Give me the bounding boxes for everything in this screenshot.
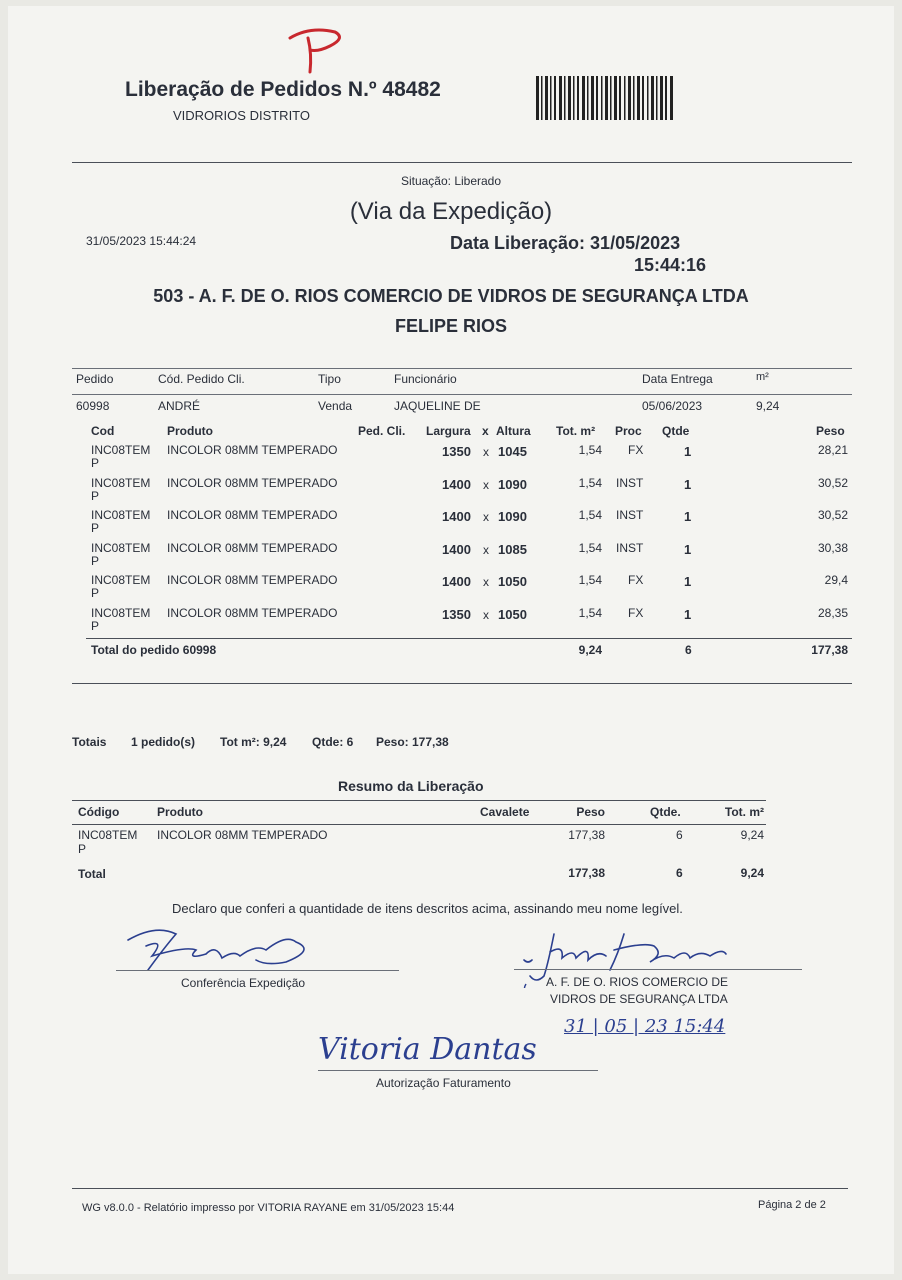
col-m2: m² bbox=[756, 371, 769, 383]
item-peso: 30,38 bbox=[817, 541, 848, 555]
autorizacao-label: Autorização Faturamento bbox=[376, 1076, 511, 1090]
summary-col-peso: Peso bbox=[576, 805, 605, 819]
client-name: 503 - A. F. DE O. RIOS COMERCIO DE VIDROS DE SEGURANÇA LTDA bbox=[153, 286, 749, 306]
col-tipo: Tipo bbox=[318, 372, 341, 386]
item-cod-suffix: P bbox=[91, 521, 100, 535]
footer-left: WG v8.0.0 - Relatório impresso por VITORIA RAYANE em 31/05/2023 15:44 bbox=[82, 1202, 455, 1214]
item-produto: INCOLOR 08MM TEMPERADO bbox=[167, 476, 338, 490]
summary-col-codigo: Código bbox=[78, 805, 120, 819]
summary-title: Resumo da Liberação bbox=[338, 778, 484, 794]
item-proc: FX bbox=[628, 573, 644, 587]
items-col-qtde: Qtde bbox=[662, 424, 690, 438]
order-tipo: Venda bbox=[318, 399, 353, 413]
items-col-largura: Largura bbox=[426, 424, 471, 438]
item-cod-suffix: P bbox=[91, 554, 100, 568]
signature-conferencia-icon bbox=[116, 920, 336, 976]
col-data-entrega: Data Entrega bbox=[642, 372, 713, 386]
company-name: VIDRORIOS DISTRITO bbox=[173, 108, 310, 123]
via-title: (Via da Expedição) bbox=[349, 198, 553, 225]
summary-col-produto: Produto bbox=[157, 805, 203, 819]
item-qtde: 1 bbox=[684, 509, 692, 524]
item-qtde: 1 bbox=[684, 542, 692, 557]
table-row bbox=[8, 476, 894, 508]
item-x: x bbox=[483, 608, 489, 622]
document-title: Liberação de Pedidos N.º 48482 bbox=[125, 78, 441, 101]
divider bbox=[72, 824, 766, 825]
item-x: x bbox=[483, 510, 489, 524]
items-col-proc: Proc bbox=[615, 424, 642, 438]
conferencia-label: Conferência Expedição bbox=[181, 976, 306, 990]
summary-cod-suffix: P bbox=[78, 842, 87, 856]
document-page bbox=[8, 6, 894, 1274]
table-row bbox=[8, 606, 894, 638]
item-largura: 1400 bbox=[442, 477, 471, 492]
item-tot-m2: 1,54 bbox=[578, 508, 602, 522]
item-altura: 1090 bbox=[498, 477, 527, 492]
item-peso: 29,4 bbox=[824, 573, 848, 587]
signature-line bbox=[514, 969, 802, 970]
item-peso: 28,21 bbox=[817, 443, 848, 457]
summary-col-cavalete: Cavalete bbox=[480, 805, 530, 819]
item-tot-m2: 1,54 bbox=[578, 443, 602, 457]
signature-line bbox=[318, 1070, 598, 1071]
summary-cod: INC08TEM bbox=[78, 828, 138, 842]
divider bbox=[72, 394, 852, 395]
col-cod-pedido-cli: Cód. Pedido Cli. bbox=[158, 372, 245, 386]
item-x: x bbox=[483, 575, 489, 589]
divider bbox=[72, 162, 852, 163]
order-total-qtde: 6 bbox=[685, 643, 692, 657]
item-cod: INC08TEM bbox=[91, 443, 151, 457]
item-x: x bbox=[483, 478, 489, 492]
item-proc: INST bbox=[616, 541, 644, 555]
item-peso: 28,35 bbox=[817, 606, 848, 620]
summary-col-qtde: Qtde. bbox=[650, 805, 681, 819]
items-col-tot-m2: Tot. m² bbox=[556, 424, 596, 438]
summary-peso: 177,38 bbox=[568, 828, 605, 842]
item-largura: 1400 bbox=[442, 542, 471, 557]
client-signature-line2: VIDROS DE SEGURANÇA LTDA bbox=[550, 992, 728, 1006]
order-total-m2: 9,24 bbox=[578, 643, 602, 657]
summary-qtde: 6 bbox=[676, 828, 683, 842]
totals-pedidos: 1 pedido(s) bbox=[131, 735, 196, 749]
status-text: Situação: Liberado bbox=[400, 174, 502, 188]
signature-line bbox=[116, 970, 399, 971]
barcode-icon bbox=[536, 76, 676, 120]
order-m2: 9,24 bbox=[756, 399, 780, 413]
item-produto: INCOLOR 08MM TEMPERADO bbox=[167, 606, 338, 620]
item-proc: FX bbox=[628, 443, 644, 457]
item-peso: 30,52 bbox=[817, 508, 848, 522]
handwritten-name: Vitoria Dantas bbox=[318, 1032, 537, 1067]
handwritten-date: 31 | 05 | 23 15:44 bbox=[564, 1016, 726, 1037]
summary-col-tot-m2: Tot. m² bbox=[724, 805, 764, 819]
summary-total-tot-m2: 9,24 bbox=[740, 866, 764, 880]
divider bbox=[72, 800, 766, 801]
item-largura: 1350 bbox=[442, 607, 471, 622]
declaration-text: Declaro que conferi a quantidade de itens descritos acima, assinando meu nome legível. bbox=[172, 901, 683, 916]
divider bbox=[72, 368, 852, 369]
item-produto: INCOLOR 08MM TEMPERADO bbox=[167, 541, 338, 555]
item-cod: INC08TEM bbox=[91, 573, 151, 587]
divider bbox=[72, 683, 852, 684]
item-qtde: 1 bbox=[684, 444, 692, 459]
items-col-x: x bbox=[482, 424, 489, 438]
item-largura: 1400 bbox=[442, 574, 471, 589]
item-altura: 1085 bbox=[498, 542, 527, 557]
client-signature-line1: A. F. DE O. RIOS COMERCIO DE bbox=[546, 975, 729, 989]
order-cod-pedido-cli: ANDRÉ bbox=[158, 399, 201, 413]
item-cod: INC08TEM bbox=[91, 606, 151, 620]
summary-total-label: Total bbox=[78, 867, 106, 881]
totals-m2: Tot m²: 9,24 bbox=[220, 735, 287, 749]
summary-total-peso: 177,38 bbox=[568, 866, 605, 880]
item-produto: INCOLOR 08MM TEMPERADO bbox=[167, 573, 338, 587]
item-largura: 1400 bbox=[442, 509, 471, 524]
item-tot-m2: 1,54 bbox=[578, 573, 602, 587]
item-peso: 30,52 bbox=[817, 476, 848, 490]
table-row bbox=[8, 573, 894, 605]
contact-name: FELIPE RIOS bbox=[394, 316, 508, 336]
summary-total-qtde: 6 bbox=[676, 866, 683, 880]
item-tot-m2: 1,54 bbox=[578, 606, 602, 620]
print-datetime: 31/05/2023 15:44:24 bbox=[86, 234, 197, 248]
col-pedido: Pedido bbox=[76, 372, 114, 386]
item-tot-m2: 1,54 bbox=[578, 541, 602, 555]
order-data-entrega: 05/06/2023 bbox=[642, 399, 703, 413]
item-x: x bbox=[483, 445, 489, 459]
items-col-ped-cli: Ped. Cli. bbox=[358, 424, 406, 438]
table-row bbox=[8, 508, 894, 540]
summary-produto: INCOLOR 08MM TEMPERADO bbox=[157, 828, 328, 842]
divider bbox=[72, 1188, 848, 1189]
totals-peso: Peso: 177,38 bbox=[376, 735, 449, 749]
item-qtde: 1 bbox=[684, 574, 692, 589]
item-cod-suffix: P bbox=[91, 619, 100, 633]
items-col-altura: Altura bbox=[496, 424, 531, 438]
item-proc: INST bbox=[616, 476, 644, 490]
table-row bbox=[8, 828, 894, 862]
order-funcionario: JAQUELINE DE bbox=[394, 399, 481, 413]
item-cod: INC08TEM bbox=[91, 541, 151, 555]
item-qtde: 1 bbox=[684, 607, 692, 622]
totals-label: Totais bbox=[72, 735, 107, 749]
liberation-time: 15:44:16 bbox=[634, 255, 707, 275]
items-col-produto: Produto bbox=[167, 424, 213, 438]
item-cod: INC08TEM bbox=[91, 508, 151, 522]
item-tot-m2: 1,54 bbox=[578, 476, 602, 490]
divider bbox=[86, 638, 852, 639]
red-p-mark-icon bbox=[280, 24, 350, 78]
item-proc: INST bbox=[616, 508, 644, 522]
order-pedido: 60998 bbox=[76, 399, 110, 413]
liberation-date: Data Liberação: 31/05/2023 bbox=[450, 233, 681, 253]
item-x: x bbox=[483, 543, 489, 557]
item-cod: INC08TEM bbox=[91, 476, 151, 490]
item-altura: 1045 bbox=[498, 444, 527, 459]
item-produto: INCOLOR 08MM TEMPERADO bbox=[167, 443, 338, 457]
totals-qtde: Qtde: 6 bbox=[312, 735, 354, 749]
item-largura: 1350 bbox=[442, 444, 471, 459]
item-cod-suffix: P bbox=[91, 489, 100, 503]
col-funcionario: Funcionário bbox=[394, 372, 457, 386]
item-altura: 1090 bbox=[498, 509, 527, 524]
item-proc: FX bbox=[628, 606, 644, 620]
item-qtde: 1 bbox=[684, 477, 692, 492]
order-total-peso: 177,38 bbox=[811, 643, 848, 657]
footer-page: Página 2 de 2 bbox=[758, 1199, 826, 1211]
summary-tot-m2: 9,24 bbox=[740, 828, 764, 842]
item-altura: 1050 bbox=[498, 607, 527, 622]
order-total-label: Total do pedido 60998 bbox=[91, 643, 217, 657]
table-row bbox=[8, 443, 894, 475]
item-produto: INCOLOR 08MM TEMPERADO bbox=[167, 508, 338, 522]
items-col-cod: Cod bbox=[91, 424, 115, 438]
item-altura: 1050 bbox=[498, 574, 527, 589]
item-cod-suffix: P bbox=[91, 456, 100, 470]
item-cod-suffix: P bbox=[91, 586, 100, 600]
table-row bbox=[8, 541, 894, 573]
items-col-peso: Peso bbox=[816, 424, 845, 438]
